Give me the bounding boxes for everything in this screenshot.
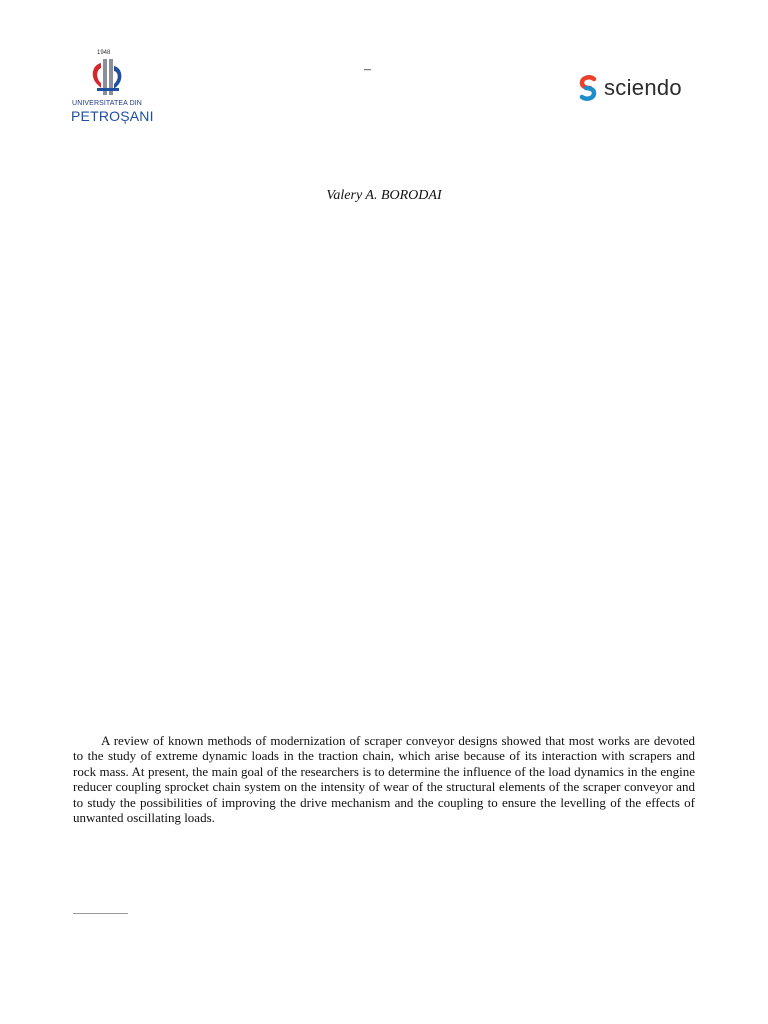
header-mark: – xyxy=(364,62,371,77)
footnote-separator xyxy=(73,913,128,914)
sciendo-symbol-icon xyxy=(578,75,598,101)
logo-city-line: PETROȘANI xyxy=(71,108,154,124)
logo-university-line: UNIVERSITATEA DIN xyxy=(72,100,142,107)
author-name: Valery A. BORODAI xyxy=(326,188,442,203)
university-logo xyxy=(70,48,154,128)
publisher-logo xyxy=(578,72,682,104)
logo-year: 1948 xyxy=(97,50,111,56)
publisher-wordmark: sciendo xyxy=(604,75,682,100)
abstract-paragraph: A review of known methods of modernization of scraper conveyor designs showed that most works are devoted to the study of extreme dynamic loads in the traction chain, which arise because of its interaction with scrapers and rock mass. At present, the main goal of the researchers is to determine the influence of the load dynamics in the engine reducer coupling sprocket chain system on the intensity of wear of the structural elements of the scraper conveyor and to study the possibilities of improving the drive mechanism and the coupling to ensure the levelling of the effects of unwanted oscillating loads. xyxy=(73,733,695,826)
university-emblem-icon xyxy=(88,57,126,97)
